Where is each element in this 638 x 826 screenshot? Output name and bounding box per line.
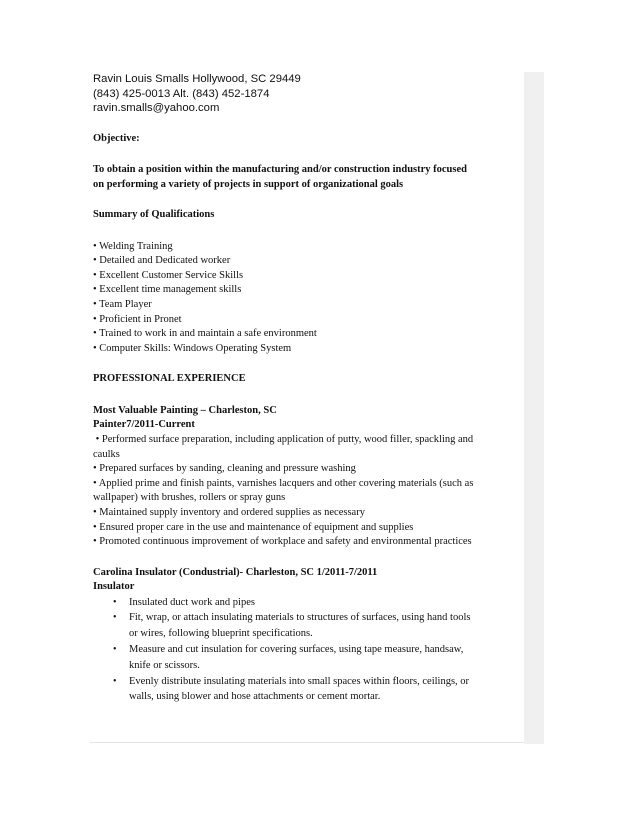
- job1-duty-line: • Applied prime and finish paints, varnishes lacquers and other covering materials (such as: [93, 477, 474, 489]
- job1-duties: [93, 433, 513, 550]
- summary-item: • Detailed and Dedicated worker: [93, 255, 231, 267]
- summary-item: • Computer Skills: Windows Operating System: [93, 342, 292, 354]
- page-bottom-border: [90, 742, 524, 743]
- job2-duties: [93, 595, 513, 706]
- job1-duty-line: caulks: [93, 448, 120, 460]
- experience-heading: PROFESSIONAL EXPERIENCE: [93, 373, 246, 385]
- summary-item: • Excellent Customer Service Skills: [93, 269, 244, 281]
- job2-duty-line: Insulated duct work and pipes: [129, 596, 255, 608]
- objective-heading: Objective:: [93, 132, 140, 144]
- job2-duty-line: Measure and cut insulation for covering surfaces, using tape measure, handsaw,: [129, 644, 464, 656]
- job2-duty-item: [93, 595, 513, 611]
- objective-line: on performing a variety of projects in support of organizational goals: [93, 178, 404, 190]
- job2-duty-item: [93, 610, 513, 642]
- bullet-icon: •: [113, 612, 117, 624]
- bullet-icon: •: [113, 675, 117, 687]
- job2-title: Insulator: [93, 581, 135, 593]
- bullet-icon: •: [113, 644, 117, 656]
- resume-document: [93, 72, 513, 705]
- contact-block: [93, 72, 513, 116]
- objective-line: To obtain a position within the manufacturing and/or construction industry focused: [93, 164, 467, 175]
- summary-item: • Excellent time management skills: [93, 284, 242, 296]
- job2-duty-item: [93, 674, 513, 706]
- job2-duty-line: knife or scissors.: [129, 659, 200, 671]
- job2-duty-line: or wires, following blueprint specifications.: [129, 628, 313, 640]
- job1-title: Painter7/2011-Current: [93, 419, 195, 431]
- summary-list: [93, 240, 513, 357]
- job2-duty-item: [93, 642, 513, 674]
- summary-item: • Team Player: [93, 299, 152, 311]
- contact-name-address: Ravin Louis Smalls Hollywood, SC 29449: [93, 73, 301, 85]
- contact-phones: (843) 425-0013 Alt. (843) 452-1874: [93, 87, 270, 100]
- summary-item: • Trained to work in and maintain a safe environment: [93, 328, 317, 340]
- summary-heading: Summary of Qualifications: [93, 209, 215, 221]
- job2-duty-line: walls, using blower and hose attachments or cement mortar.: [129, 691, 381, 703]
- job1-duty-line: • Prepared surfaces by sanding, cleaning and pressure washing: [93, 463, 356, 475]
- job2-duty-line: Evenly distribute insulating materials into small spaces within floors, ceilings, or: [129, 675, 470, 687]
- job1-duty-line: • Maintained supply inventory and ordered supplies as necessary: [93, 506, 365, 518]
- job1-employer: Most Valuable Painting – Charleston, SC: [93, 404, 277, 416]
- summary-item: • Proficient in Pronet: [93, 313, 182, 325]
- summary-item: • Welding Training: [93, 240, 173, 252]
- job2-employer: Carolina Insulator (Condustrial)- Charleston, SC 1/2011-7/2011: [93, 566, 378, 578]
- job1-duty-line: wallpaper) with brushes, rollers or spray guns: [93, 492, 286, 504]
- job1-duty-line: • Performed surface preparation, including application of putty, wood filler, spackling and: [93, 433, 474, 445]
- job1-duty-line: • Promoted continuous improvement of workplace and safety and environmental practices: [93, 536, 472, 548]
- bullet-icon: •: [113, 596, 117, 608]
- job2-duty-line: Fit, wrap, or attach insulating materials to structures of surfaces, using hand tools: [129, 612, 471, 624]
- job1-duty-line: • Ensured proper care in the use and maintenance of equipment and supplies: [93, 521, 414, 533]
- page-side-strip: [524, 72, 544, 744]
- contact-email: ravin.smalls@yahoo.com: [93, 102, 220, 114]
